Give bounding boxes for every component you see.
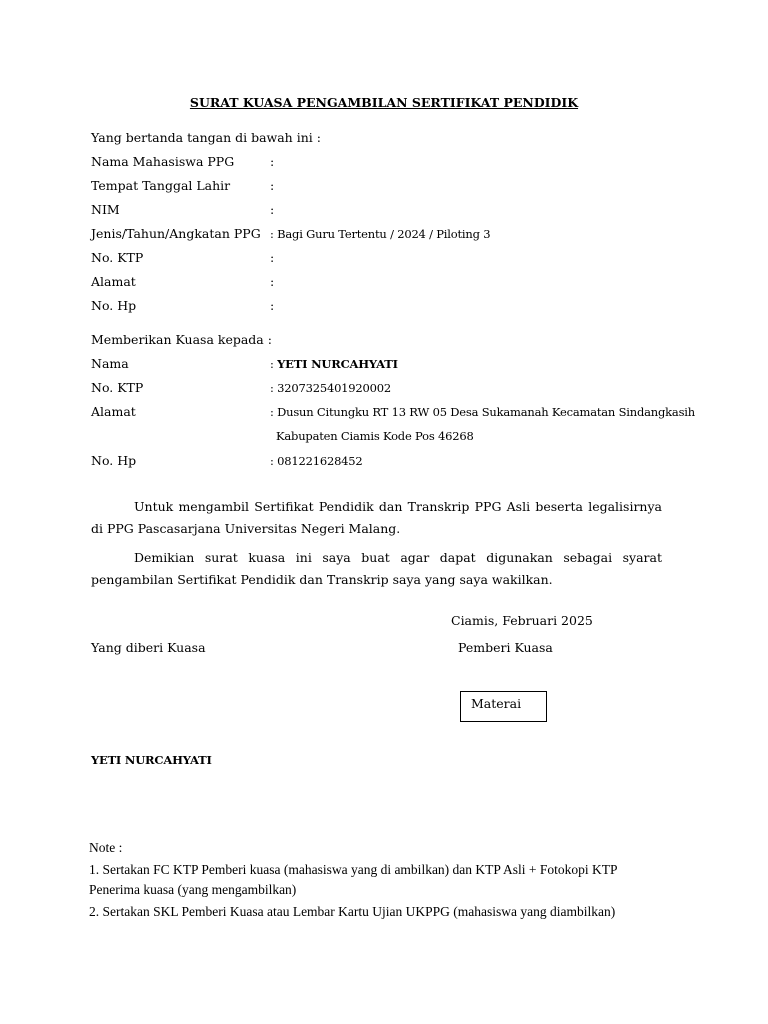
note-item-1: 1. Sertakan FC KTP Pemberi kuasa (mahasiswa yang di ambilkan) dan KTP Asli + Fotokopi KTP [89,862,618,877]
left-sign-label: Yang diberi Kuasa [91,640,206,655]
grantee-value-nama [270,357,398,371]
grantee-value-alamat-line2: Kabupaten Ciamis Kode Pos 46268 [276,429,474,443]
grantee-value-hp: : 081221628452 [270,454,363,468]
grantee-value-ktp: : 3207325401920002 [270,381,391,395]
right-sign-label: Pemberi Kuasa [458,640,553,655]
materai-box [460,691,547,722]
field-label-hp: No. Hp [91,298,137,313]
body-paragraph-1: Untuk mengambil Sertifikat Pendidik dan Transkrip PPG Asli beserta legalisirnya di PPG Pascasarjana Universitas Negeri Malang. [91,499,662,536]
note-item-1-continued: Penerima kuasa (yang mengambilkan) [89,882,297,897]
field-value-jenis-angkatan: : Bagi Guru Tertentu / 2024 / Piloting 3 [270,227,491,241]
grantee-label-ktp: No. KTP [91,380,144,395]
document-title: SURAT KUASA PENGAMBILAN SERTIFIKAT PENDIDIK [189,95,579,110]
field-label-alamat: Alamat [91,274,136,289]
field-value-nama-mahasiswa: : [270,154,275,169]
field-label-nama-mahasiswa: Nama Mahasiswa PPG [91,154,235,169]
field-value-hp: : [270,298,275,313]
grantee-nama-text: YETI NURCAHYATI [277,357,398,371]
intro-text: Yang bertanda tangan di bawah ini : [91,130,321,145]
field-label-nim: NIM [91,202,120,217]
note-item-2: 2. Sertakan SKL Pemberi Kuasa atau Lembar Kartu Ujian UKPPG (mahasiswa yang diambilkan) [89,904,616,919]
field-label-jenis-angkatan: Jenis/Tahun/Angkatan PPG [91,226,261,241]
field-value-nim: : [270,202,275,217]
grantee-nama-colon: : [270,357,274,371]
field-label-ttl: Tempat Tanggal Lahir [91,178,231,193]
grantee-label-hp: No. Hp [91,453,137,468]
left-signatory-name: YETI NURCAHYATI [91,753,212,767]
grantee-label-nama: Nama [91,356,129,371]
grantee-intro: Memberikan Kuasa kepada : [91,332,272,347]
body-paragraph-2: Demikian surat kuasa ini saya buat agar dapat digunakan sebagai syarat pengambilan Sertifikat Pendidik dan Transkrip saya yang saya wakilkan. [91,550,662,587]
note-title: Note : [89,840,123,855]
field-value-alamat: : [270,274,275,289]
field-label-ktp: No. KTP [91,250,144,265]
grantee-label-alamat: Alamat [91,404,136,419]
field-value-ttl: : [270,178,275,193]
grantee-value-alamat-line1: : Dusun Citungku RT 13 RW 05 Desa Sukamanah Kecamatan Sindangkasih [270,405,695,419]
materai-label: Materai [471,696,522,711]
field-value-ktp: : [270,250,275,265]
place-date: Ciamis, Februari 2025 [451,613,593,628]
